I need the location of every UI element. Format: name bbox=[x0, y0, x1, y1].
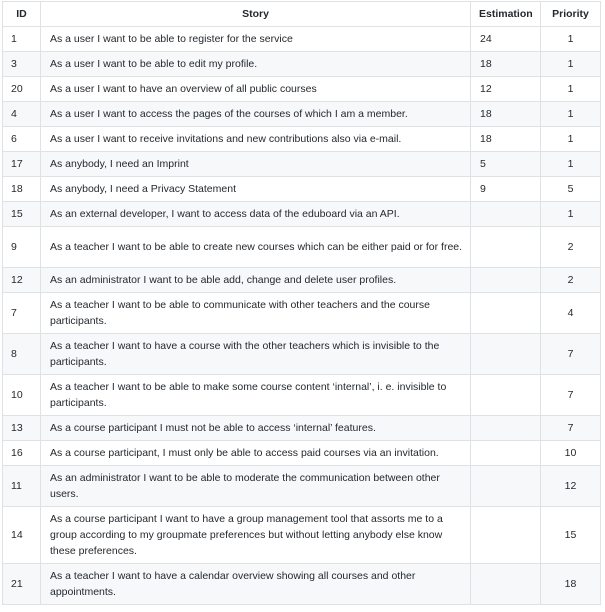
cell-story: As a user I want to access the pages of the courses of which I am a member. bbox=[41, 102, 471, 127]
table-row bbox=[3, 416, 601, 441]
cell-estimation: 9 bbox=[471, 177, 541, 202]
cell-id: 3 bbox=[3, 52, 41, 77]
header-story: Story bbox=[41, 2, 471, 27]
cell-story: As a teacher I want to be able to create new courses which can be either paid or for free. bbox=[41, 227, 471, 268]
table-row bbox=[3, 375, 601, 416]
cell-estimation bbox=[471, 268, 541, 293]
cell-id: 17 bbox=[3, 152, 41, 177]
cell-id: 9 bbox=[3, 227, 41, 268]
table-header-row bbox=[3, 2, 601, 27]
cell-id: 20 bbox=[3, 77, 41, 102]
cell-priority: 7 bbox=[541, 375, 601, 416]
cell-priority: 1 bbox=[541, 77, 601, 102]
cell-id: 16 bbox=[3, 441, 41, 466]
cell-estimation bbox=[471, 466, 541, 507]
table-row bbox=[3, 466, 601, 507]
cell-priority: 1 bbox=[541, 152, 601, 177]
cell-estimation: 18 bbox=[471, 52, 541, 77]
cell-priority: 5 bbox=[541, 177, 601, 202]
cell-id: 21 bbox=[3, 564, 41, 605]
cell-story: As a user I want to have an overview of all public courses bbox=[41, 77, 471, 102]
cell-estimation: 18 bbox=[471, 127, 541, 152]
table-row bbox=[3, 293, 601, 334]
cell-story: As a course participant I must not be able to access ‘internal’ features. bbox=[41, 416, 471, 441]
table-row bbox=[3, 127, 601, 152]
cell-story: As a teacher I want to have a calendar overview showing all courses and other appointments. bbox=[41, 564, 471, 605]
table-row bbox=[3, 102, 601, 127]
cell-estimation: 5 bbox=[471, 152, 541, 177]
cell-id: 6 bbox=[3, 127, 41, 152]
cell-story: As an external developer, I want to access data of the eduboard via an API. bbox=[41, 202, 471, 227]
cell-id: 8 bbox=[3, 334, 41, 375]
cell-estimation bbox=[471, 416, 541, 441]
cell-story: As a teacher I want to be able to make some course content ‘internal’, i. e. invisible to participants. bbox=[41, 375, 471, 416]
cell-priority: 1 bbox=[541, 102, 601, 127]
cell-story: As a course participant, I must only be able to access paid courses via an invitation. bbox=[41, 441, 471, 466]
cell-story: As anybody, I need a Privacy Statement bbox=[41, 177, 471, 202]
cell-estimation bbox=[471, 441, 541, 466]
table-row bbox=[3, 227, 601, 268]
header-priority: Priority bbox=[541, 2, 601, 27]
cell-priority: 7 bbox=[541, 334, 601, 375]
cell-estimation bbox=[471, 507, 541, 564]
cell-estimation bbox=[471, 334, 541, 375]
cell-priority: 10 bbox=[541, 441, 601, 466]
cell-priority: 1 bbox=[541, 127, 601, 152]
cell-story: As a user I want to be able to edit my profile. bbox=[41, 52, 471, 77]
cell-priority: 1 bbox=[541, 52, 601, 77]
user-stories-table bbox=[2, 1, 601, 605]
table-row bbox=[3, 334, 601, 375]
table-row bbox=[3, 177, 601, 202]
cell-story: As a user I want to receive invitations and new contributions also via e-mail. bbox=[41, 127, 471, 152]
cell-priority: 1 bbox=[541, 27, 601, 52]
header-estimation: Estimation bbox=[471, 2, 541, 27]
cell-story: As a teacher I want to have a course with the other teachers which is invisible to the participants. bbox=[41, 334, 471, 375]
cell-story: As a teacher I want to be able to communicate with other teachers and the course participants. bbox=[41, 293, 471, 334]
cell-id: 15 bbox=[3, 202, 41, 227]
cell-estimation bbox=[471, 202, 541, 227]
table-row bbox=[3, 441, 601, 466]
cell-priority: 7 bbox=[541, 416, 601, 441]
cell-priority: 15 bbox=[541, 507, 601, 564]
header-id: ID bbox=[3, 2, 41, 27]
cell-estimation: 24 bbox=[471, 27, 541, 52]
cell-id: 18 bbox=[3, 177, 41, 202]
cell-priority: 4 bbox=[541, 293, 601, 334]
cell-estimation: 12 bbox=[471, 77, 541, 102]
cell-story: As an administrator I want to be able add, change and delete user profiles. bbox=[41, 268, 471, 293]
table-row bbox=[3, 52, 601, 77]
table-row bbox=[3, 268, 601, 293]
cell-id: 13 bbox=[3, 416, 41, 441]
cell-priority: 2 bbox=[541, 227, 601, 268]
cell-priority: 18 bbox=[541, 564, 601, 605]
cell-id: 4 bbox=[3, 102, 41, 127]
cell-estimation: 18 bbox=[471, 102, 541, 127]
cell-id: 11 bbox=[3, 466, 41, 507]
cell-id: 1 bbox=[3, 27, 41, 52]
cell-priority: 12 bbox=[541, 466, 601, 507]
table-body bbox=[3, 27, 601, 605]
cell-id: 14 bbox=[3, 507, 41, 564]
cell-id: 7 bbox=[3, 293, 41, 334]
table-row bbox=[3, 77, 601, 102]
table-row bbox=[3, 152, 601, 177]
cell-story: As a course participant I want to have a group management tool that assorts me to a group according to my groupmate preferences but without letting anybody else know these preferences. bbox=[41, 507, 471, 564]
cell-id: 12 bbox=[3, 268, 41, 293]
table-row bbox=[3, 202, 601, 227]
cell-id: 10 bbox=[3, 375, 41, 416]
table-row bbox=[3, 27, 601, 52]
cell-priority: 2 bbox=[541, 268, 601, 293]
cell-priority: 1 bbox=[541, 202, 601, 227]
table-row bbox=[3, 564, 601, 605]
cell-estimation bbox=[471, 227, 541, 268]
cell-story: As anybody, I need an Imprint bbox=[41, 152, 471, 177]
cell-estimation bbox=[471, 293, 541, 334]
cell-estimation bbox=[471, 564, 541, 605]
cell-story: As an administrator I want to be able to moderate the communication between other users. bbox=[41, 466, 471, 507]
cell-story: As a user I want to be able to register for the service bbox=[41, 27, 471, 52]
cell-estimation bbox=[471, 375, 541, 416]
table-row bbox=[3, 507, 601, 564]
